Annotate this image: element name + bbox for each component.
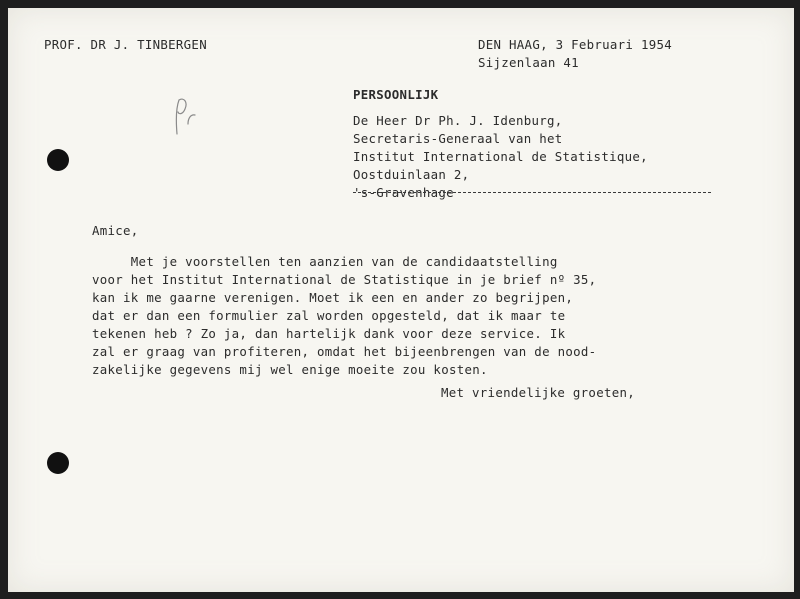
- addressee-line: Oostduinlaan 2,: [353, 167, 470, 182]
- addressee-line: De Heer Dr Ph. J. Idenburg,: [353, 113, 563, 128]
- body-line: kan ik me gaarne verenigen. Moet ik een en ander zo begrijpen,: [92, 290, 574, 305]
- salutation: Amice,: [92, 223, 139, 238]
- body-line: dat er dan een formulier zal worden opgesteld, dat ik maar te: [92, 308, 566, 323]
- addressee-line: Secretaris-Generaal van het: [353, 131, 563, 146]
- place-date: DEN HAAG, 3 Februari 1954: [478, 37, 672, 52]
- personal-marking: PERSOONLIJK: [353, 87, 439, 102]
- handwritten-initials: [173, 94, 213, 138]
- body-line: Met je voorstellen ten aanzien van de candidaatstelling: [92, 254, 558, 269]
- body-line: tekenen heb ? Zo ja, dan hartelijk dank voor deze service. Ik: [92, 326, 566, 341]
- addressee-line: 's-Gravenhage: [353, 185, 454, 200]
- address-underline: [353, 192, 711, 193]
- body-line: zal er graag van profiteren, omdat het bijeenbrengen van de nood-: [92, 344, 597, 359]
- body-line: zakelijke gegevens mij wel enige moeite zou kosten.: [92, 362, 488, 377]
- letter-page: [8, 8, 794, 592]
- sender-street: Sijzenlaan 41: [478, 55, 579, 70]
- punch-hole-top: [47, 149, 69, 171]
- closing: Met vriendelijke groeten,: [441, 385, 635, 400]
- punch-hole-bottom: [47, 452, 69, 474]
- sender-name: PROF. DR J. TINBERGEN: [44, 37, 207, 52]
- addressee-line: Institut International de Statistique,: [353, 149, 648, 164]
- body-line: voor het Institut International de Statistique in je brief nº 35,: [92, 272, 597, 287]
